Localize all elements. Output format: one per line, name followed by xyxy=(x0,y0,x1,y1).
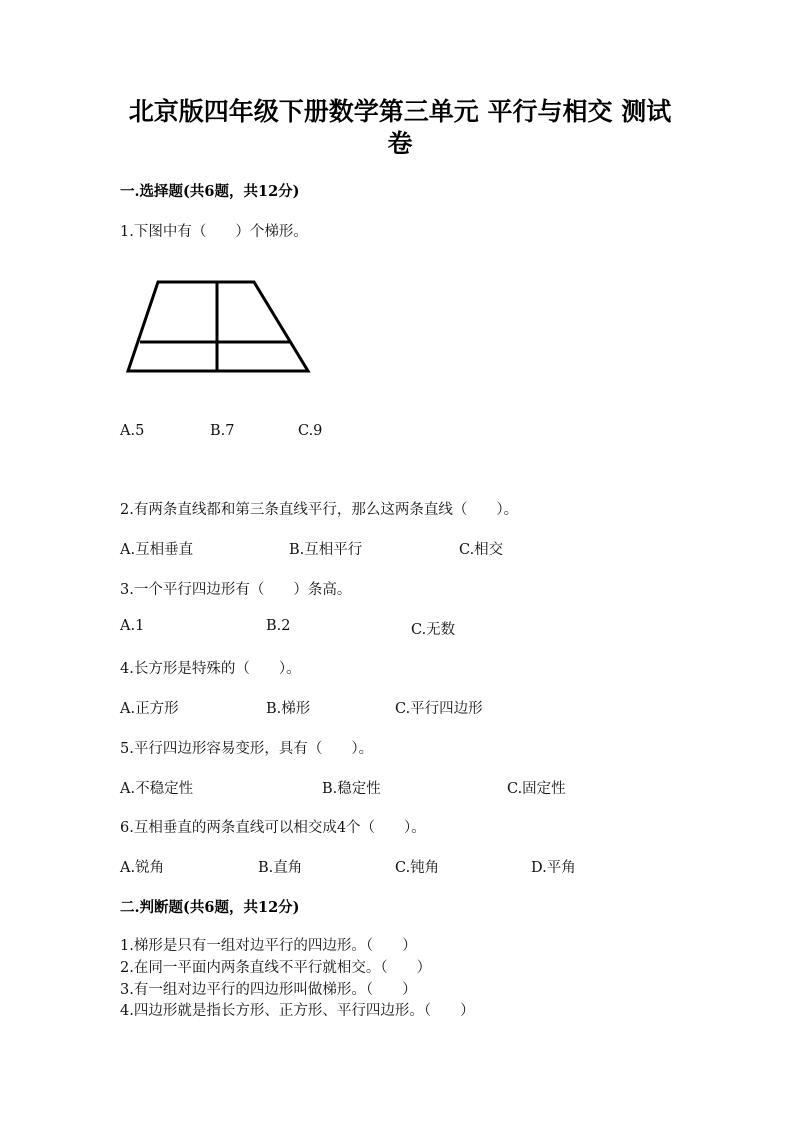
section-heading-choice: 一.选择题(共6题，共12分) xyxy=(120,183,300,200)
judge-item-1: 1.梯形是只有一组对边平行的四边形。（ ） xyxy=(120,938,417,954)
judge-item-4: 4.四边形就是指长方形、正方形、平行四边形。（ ） xyxy=(120,1003,475,1019)
q2-option-b: B.互相平行 xyxy=(289,542,363,558)
question-1: 1.下图中有（ ）个梯形。 xyxy=(120,224,308,240)
page-title xyxy=(120,96,680,160)
q1-option-c: C.9 xyxy=(298,423,323,439)
q2-option-a: A.互相垂直 xyxy=(120,542,194,558)
q1-option-b: B.7 xyxy=(210,423,235,439)
q4-option-c: C.平行四边形 xyxy=(395,701,483,717)
q5-option-a: A.不稳定性 xyxy=(120,781,194,797)
q3-option-a: A.1 xyxy=(120,618,145,634)
q1-option-a: A.5 xyxy=(120,423,145,439)
q3-option-c: C.无数 xyxy=(411,622,456,638)
q5-option-c: C.固定性 xyxy=(507,781,566,797)
section-heading-judge: 二.判断题(共6题，共12分) xyxy=(120,899,300,916)
q3-option-b: B.2 xyxy=(266,618,291,634)
q5-option-b: B.稳定性 xyxy=(322,781,381,797)
q2-option-c: C.相交 xyxy=(459,542,504,558)
question-3: 3.一个平行四边形有（ ）条高。 xyxy=(120,582,352,598)
q6-option-b: B.直角 xyxy=(258,860,303,876)
judge-item-2: 2.在同一平面内两条直线不平行就相交。（ ） xyxy=(120,960,432,976)
page-title-line1: 北京版四年级下册数学第三单元 平行与相交 测试 xyxy=(128,97,672,126)
q6-option-c: C.钝角 xyxy=(395,860,440,876)
q6-option-d: D.平角 xyxy=(531,860,576,876)
q4-option-b: B.梯形 xyxy=(266,701,311,717)
q6-option-a: A.锐角 xyxy=(120,860,165,876)
q4-option-a: A.正方形 xyxy=(120,701,179,717)
question-6: 6.互相垂直的两条直线可以相交成4个（ ）。 xyxy=(120,820,426,836)
page-title-line2: 卷 xyxy=(387,129,413,158)
question-2: 2.有两条直线都和第三条直线平行，那么这两条直线（ ）。 xyxy=(120,502,519,518)
question-5: 5.平行四边形容易变形，具有（ ）。 xyxy=(120,741,374,757)
question-4: 4.长方形是特殊的（ ）。 xyxy=(120,661,301,677)
trapezoid-figure-icon xyxy=(120,276,320,380)
judge-item-3: 3.有一组对边平行的四边形叫做梯形。（ ） xyxy=(120,982,417,998)
